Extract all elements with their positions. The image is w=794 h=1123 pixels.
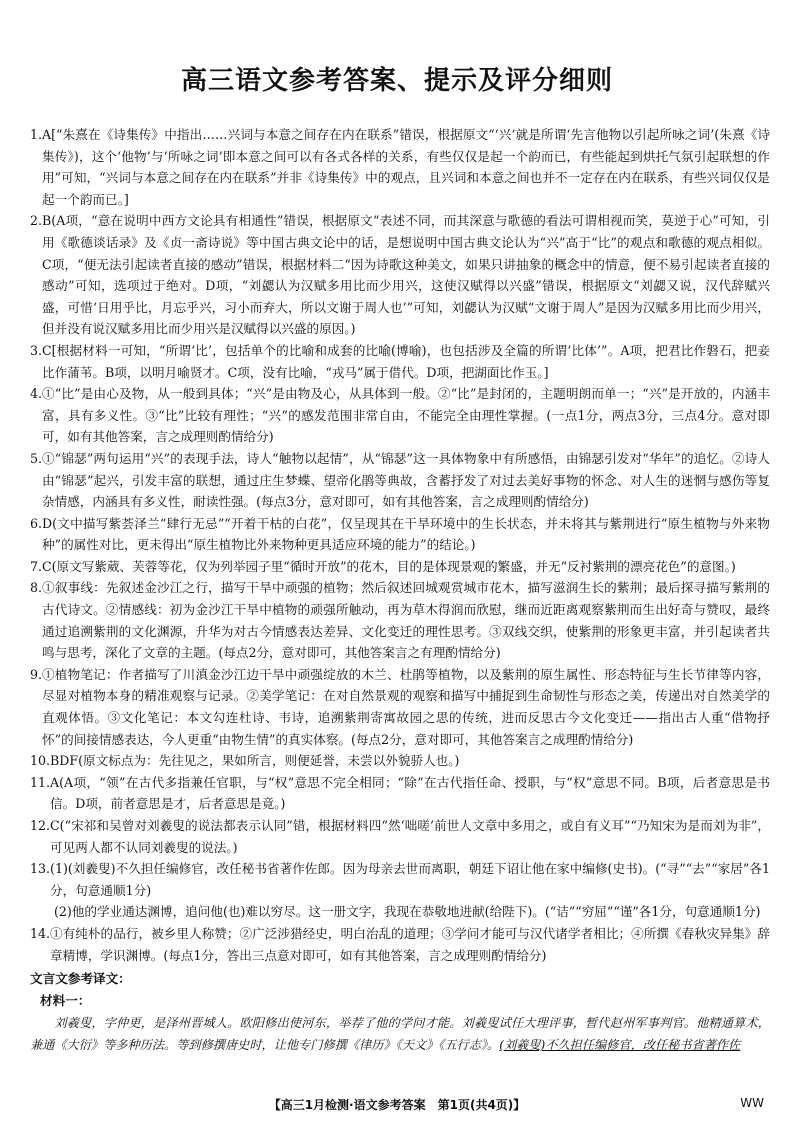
answer-13-part2: (2)他的学业通达渊博，追问他(也)难以穷尽。这一册文字，我现在恭敬地进献(给陛下)。(“诘”“穷屈”“谨”各1分，句意通顺1分)	[54, 904, 761, 920]
answer-item	[30, 210, 770, 340]
answer-text: C(原文写紫葳、芙蓉等花，仅为列举园子里“循时开放”的花木，目的是体现景观的繁盛，并无“反衬紫荆的漂亮花色”的意图。)	[42, 558, 736, 574]
answer-text: ①“比”是由心及物，从一般到具体；“兴”是由物及心，从具体到一般。②“比”是封闭的，主题明朗而单一；“兴”是开放的，内涵丰富，具有多义性。③“比”比较有理性；“兴”的感发范围非常自由，不能完全由理性掌握。(一点1分，两点3分，三点4分。意对即可，如有其他答案，言之成理则酌情给分)	[42, 386, 770, 445]
answer-number: 9.	[30, 666, 43, 682]
answer-number: 7.	[30, 558, 43, 574]
answer-number: 4.	[30, 386, 43, 402]
answer-number: 5.	[30, 450, 43, 466]
answer-item	[30, 772, 770, 815]
answers-list	[30, 124, 770, 858]
answer-text: (1)(刘羲叟)不久担任编修官，改任秘书省著作佐郎。因为母亲去世而离职，朝廷下诏让他在家中编修(史书)。(“寻”“去”“家居”各1分，句意通顺1分)	[50, 861, 770, 898]
answer-number: 8.	[30, 580, 43, 596]
answer-number: 11.	[30, 774, 51, 790]
translation-underlined-text: (刘羲叟)不久担任编修官，改任秘书省著作佐	[499, 1038, 741, 1053]
answer-item	[30, 750, 770, 772]
answer-item	[30, 577, 770, 663]
material-one-heading: 材料一：	[40, 993, 91, 1009]
answer-text: ①叙事线：先叙述金沙江之行，描写干旱中顽强的植物；然后叙述回城观赏城市花木，描写滋润生长的紫荆；最后探寻描写紫荆的古代诗文。②情感线：初为金沙江干旱中植物的顽强所触动，再为草木得润而欣慰，继而近距离观察紫荆而生出好奇与赞叹，最终通过追溯紫荆的文化渊源，升华为对古今情感表达差异、文化变迁的理性思考。③双线交织，使紫荆的形象更丰富，并引起读者共鸣与思考，深化了文章的主题。(每点2分，意对即可，其他答案言之有理酌情给分)	[42, 580, 770, 661]
answer-text: D(文中描写紫荟泽兰“肆行无忌”“开着干枯的白花”，仅呈现其在干旱环境中的生长状态，并未将其与紫荆进行“原生植物与外来物种”的属性对比，更未得出“原生植物比外来物种更具适应环境的能力”的结论。)	[42, 515, 770, 553]
answer-item	[30, 815, 770, 858]
answer-text: ①“锦瑟”两句运用“兴”的表现手法，诗人“触物以起情”，从“锦瑟”这一具体物象中有所感悟，由锦瑟引发对“华年”的追忆。②诗人由“锦瑟”起兴，引发丰富的联想，通过庄生梦蝶、望帝化鹃等典故，含蓄抒发了对过去美好事物的怀念、对人生的迷惘与感伤等复杂情感，内涵具有多义性，耐读性强。(每点3分，意对即可，如有其他答案，言之成理则酌情给分)	[42, 450, 770, 510]
answer-item	[30, 448, 770, 513]
answer-number: 3.	[30, 342, 43, 358]
answer-item	[30, 340, 770, 383]
answer-number: 12.	[30, 818, 51, 833]
answer-item	[30, 664, 770, 750]
answer-item	[30, 513, 770, 556]
answer-text: C[根据材料一可知，“所谓‘比’，包括单个的比喻和成套的比喻(博喻)，也包括涉及全篇的所谓‘比体’”。A项，把君比作磐石，把妾比作蒲苇。B项，以明月喻贤才。C项，没有比喻，“戎马”属于借代。D项，把湖面比作玉。]	[42, 342, 770, 380]
answer-number: 13.	[30, 861, 51, 877]
answer-item	[30, 383, 770, 448]
page-title: 高三语文参考答案、提示及评分细则	[180, 66, 613, 96]
answer-text: B(A项，“意在说明中西方文论具有相通性”错误，根据原文“表述不同，而其深意与歌德的看法可谓相视而笑，莫逆于心”可知，引用《歌德谈话录》及《贞一斋诗说》等中国古典文论中的话，是想说明中国古典文论认为“兴”高于“比”的观点和歌德的观点相似。C项，“便无法引起读者直接的感动”错误，根据材料二“因为诗歌这种美文，如果只讲抽象的概念中的情意，便不易引起读者直接的感动”可知，选项过于绝对。D项，“刘勰认为汉赋多用比而少用兴，这使汉赋得以兴盛”错误，根据原文“刘勰又说，汉代辞赋兴盛，可惜‘日用乎比，月忘乎兴，习小而弃大，所以文谢于周人也’”可知，刘勰认为汉赋“文谢于周人”是因为汉赋多用比而少用兴，但并没有说汉赋多用比而少用兴是汉赋得以兴盛的原因。)	[42, 213, 770, 337]
translation-heading: 文言文参考译文：	[30, 971, 131, 987]
answer-text: A(A项，“领”在古代多指兼任官职，与“权”意思不完全相同；“除”在古代指任命、授职，与“权”意思不同。B项，后者意思是书信。D项，前者意思是才，后者意思是竟。)	[50, 774, 770, 812]
answer-number: 2.	[30, 213, 43, 229]
answers-content	[30, 124, 770, 1056]
translation-text: 刘羲叟，字仲更，是泽州晋城人。欧阳修出使河东，举荐了他的学问才能。刘羲叟试任大理评事，暂代赵州军事判官。他精通算术，兼通《大衍》等多种历法。等到修撰唐史时，让他专门修撰《律历》《天文》《五行志》。	[30, 1016, 770, 1053]
page-footer: 【高三1月检测·语文参考答案 第1页(共4页)】	[268, 1098, 526, 1112]
answer-text: A[“朱熹在《诗集传》中指出……兴词与本意之间存在内在联系”错误，根据原文“‘兴’就是所谓‘先言他物以引起所咏之词’(朱熹《诗集传》)，这个‘他物’与‘所咏之词’即本意之间可以有各式各样的关系，有些仅仅是起一个韵而已，有些能起到烘托气氛引起联想的作用”可知，“兴词与本意之间存在内在联系”并非《诗集传》中的观点，且兴词和本意之间也并不一定存在内在联系，有些兴词仅仅是起一个韵而已。]	[42, 127, 770, 207]
answer-number: 6.	[30, 515, 43, 531]
answer-number: 14.	[30, 925, 51, 941]
answer-number: 10.	[30, 753, 51, 769]
answer-number: 1.	[30, 127, 43, 142]
footer-code: WW	[740, 1096, 764, 1110]
answer-item	[30, 124, 770, 210]
answer-item	[30, 556, 770, 578]
answer-item-13	[30, 858, 770, 901]
answer-text: BDF(原文标点为：先往见之，果如所言，则便延誉，未尝以外貌骄人也。)	[50, 753, 460, 769]
translation-paragraph	[30, 1012, 770, 1056]
answer-text: ①有纯朴的品行，被乡里人称赞；②广泛涉猎经史，明白治乱的道理；③学问才能可与汉代诸学者相比；④所撰《春秋灾异集》辞章精博，学识渊博。(每点1分，答出三点意对即可，如有其他答案，言之成理则酌情给分)	[50, 925, 770, 963]
answer-text: C(“宋祁和吴曾对刘羲叟的说法都表示认同”错，根据材料四“然‘咄嗟’前世人文章中多用之，或自有义耳”“乃知宋为是而刘为非”，可见两人都不认同刘羲叟的说法。)	[50, 818, 770, 855]
answer-text: ①植物笔记：作者描写了川滇金沙江边干旱中顽强绽放的木兰、杜鹃等植物，以及紫荆的原生属性、形态特征与生长节律等内容，尽显对植物本身的精准观察与记录。②美学笔记：在对自然景观的观察和描写中捕捉到生命韧性与形态之美，传递出对自然美学的直观体悟。③文化笔记：本文勾连杜诗、韦诗，追溯紫荆寄寓故园之思的传统，进而反思古今文化变迁——指出古人重“借物抒怀”的间接情感表达，今人更重“由物生情”的真实体察。(每点2分，意对即可，其他答案言之成理酌情给分)	[42, 666, 770, 747]
answer-item-14	[30, 923, 770, 966]
